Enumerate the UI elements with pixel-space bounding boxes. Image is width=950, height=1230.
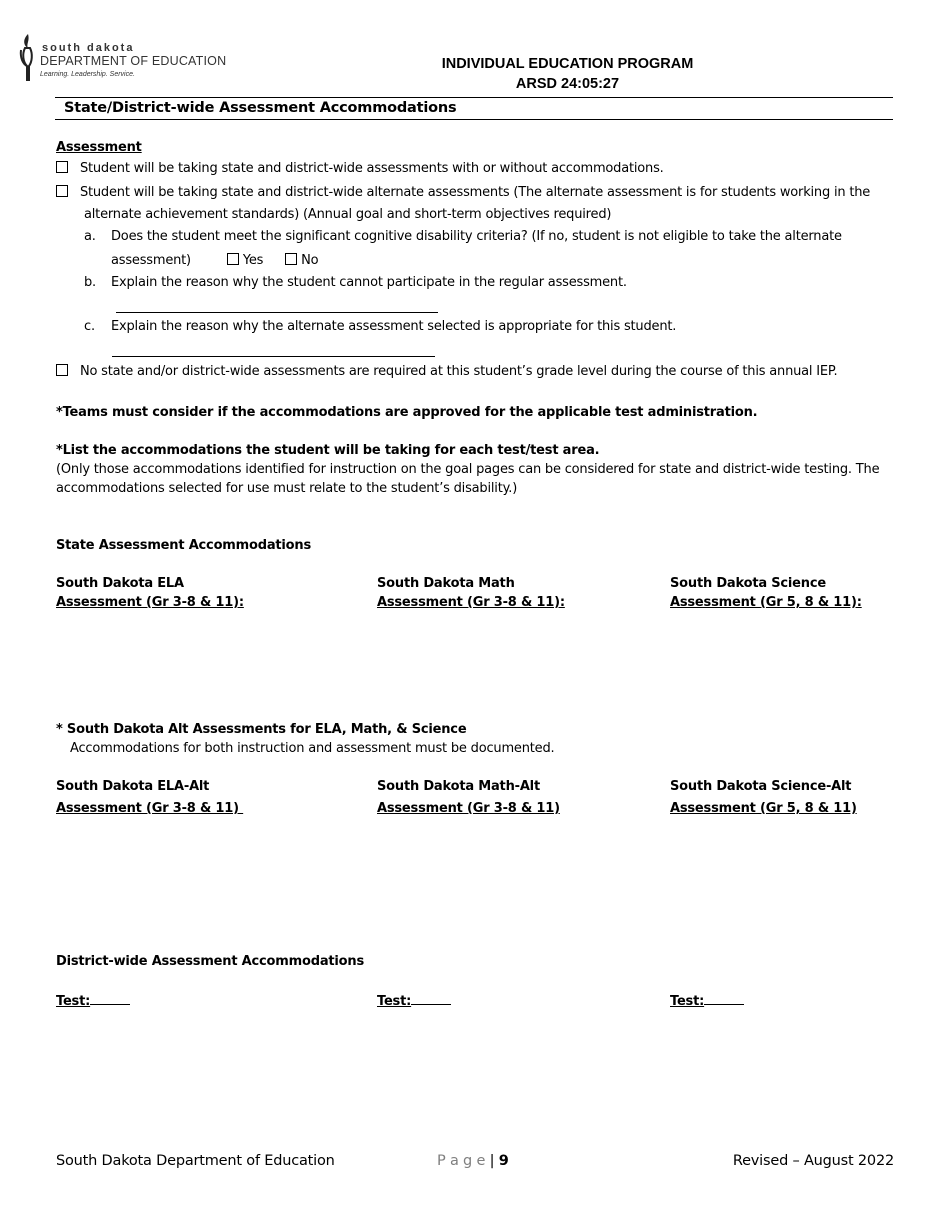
option-no-assessment: [56, 364, 837, 379]
item-c-answer-line[interactable]: [112, 356, 435, 357]
alt-heading: * South Dakota Alt Assessments for ELA, Math, & Science: [56, 722, 467, 737]
test-label: Test:: [377, 994, 412, 1009]
test-3-field[interactable]: [704, 992, 744, 1005]
footer-right: Revised – August 2022: [732, 1153, 894, 1169]
state-heading: State Assessment Accommodations: [56, 538, 311, 553]
item-c-marker: c.: [84, 319, 95, 334]
page-word: P a g e: [437, 1153, 486, 1169]
alt-science-title: South Dakota Science-Alt: [670, 779, 852, 794]
option-standard-label: Student will be taking state and district-wide assessments with or without accommodations.: [79, 161, 664, 176]
test-2-field[interactable]: [411, 992, 451, 1005]
page-number: 9: [498, 1153, 509, 1169]
option-alternate-label-cont: alternate achievement standards) (Annual goal and short-term objectives required): [84, 207, 612, 222]
logo-tagline: Learning. Leadership. Service.: [40, 71, 135, 78]
logo-dept: DEPARTMENT OF EDUCATION: [40, 54, 227, 68]
item-b-text: Explain the reason why the student cannot participate in the regular assessment.: [111, 275, 627, 290]
state-math-title: South Dakota Math: [377, 576, 515, 591]
item-c-text: Explain the reason why the alternate assessment selected is appropriate for this student.: [111, 319, 677, 334]
state-science-grades: Assessment (Gr 5, 8 & 11):: [670, 595, 862, 610]
logo-name: south dakota: [42, 42, 135, 54]
state-ela-title: South Dakota ELA: [56, 576, 184, 591]
checkbox-standard[interactable]: [56, 161, 68, 173]
checkbox-alternate[interactable]: [56, 185, 68, 197]
test-label: Test:: [670, 994, 705, 1009]
assessment-heading: Assessment: [56, 140, 142, 155]
state-ela-grades: Assessment (Gr 3-8 & 11):: [56, 595, 244, 610]
page-subtitle: ARSD 24:05:27: [515, 76, 620, 92]
teams-note: *Teams must consider if the accommodations are approved for the applicable test administration.: [56, 405, 758, 420]
district-test-3: [670, 992, 744, 1009]
item-a-marker: a.: [84, 229, 96, 244]
section-title-bar: [55, 97, 893, 120]
page-title: INDIVIDUAL EDUCATION PROGRAM: [441, 56, 694, 72]
yes-label: Yes: [242, 253, 264, 268]
item-b-marker: b.: [84, 275, 96, 290]
list-note-line2: accommodations selected for use must relate to the student’s disability.): [56, 481, 518, 496]
state-science-title: South Dakota Science: [670, 576, 826, 591]
item-a-text: Does the student meet the significant cognitive disability criteria? (If no, student is not eligible to take the alternate: [111, 229, 842, 244]
alt-note: Accommodations for both instruction and assessment must be documented.: [70, 741, 555, 756]
section-title: State/District-wide Assessment Accommodations: [64, 100, 457, 116]
alt-ela-title: South Dakota ELA-Alt: [56, 779, 210, 794]
list-note-line1: (Only those accommodations identified for instruction on the goal pages can be considered for state and district-wide testing. The: [56, 462, 880, 477]
district-test-1: [56, 992, 130, 1009]
checkbox-yes[interactable]: [227, 253, 239, 265]
option-alternate-assessment: [56, 185, 870, 200]
option-alternate-label: Student will be taking state and district-wide alternate assessments (The alternate assessment is for students working in the: [79, 185, 871, 200]
state-math-grades: Assessment (Gr 3-8 & 11):: [377, 595, 565, 610]
alt-math-title: South Dakota Math-Alt: [377, 779, 540, 794]
list-heading: *List the accommodations the student will be taking for each test/test area.: [56, 443, 600, 458]
alt-math-grades: Assessment (Gr 3-8 & 11): [377, 801, 560, 816]
item-a-text-cont: assessment) Yes No: [111, 253, 319, 268]
test-1-field[interactable]: [90, 992, 130, 1005]
alt-science-grades: Assessment (Gr 5, 8 & 11): [670, 801, 857, 816]
district-heading: District-wide Assessment Accommodations: [56, 954, 364, 969]
page-sep: |: [489, 1153, 495, 1169]
torch-icon: [18, 32, 38, 82]
no-label: No: [301, 253, 319, 268]
item-b-answer-line[interactable]: [116, 312, 438, 313]
option-none-label: No state and/or district-wide assessments are required at this student’s grade level during the course of this annual IEP.: [79, 364, 838, 379]
logo: [18, 32, 238, 84]
checkbox-no[interactable]: [285, 253, 297, 265]
test-label: Test:: [56, 994, 91, 1009]
footer-left: South Dakota Department of Education: [56, 1153, 335, 1169]
footer-page: [437, 1153, 509, 1169]
alt-ela-grades: Assessment (Gr 3-8 & 11): [56, 801, 244, 816]
district-test-2: [377, 992, 451, 1009]
checkbox-none[interactable]: [56, 364, 68, 376]
option-standard-assessment: [56, 161, 664, 176]
